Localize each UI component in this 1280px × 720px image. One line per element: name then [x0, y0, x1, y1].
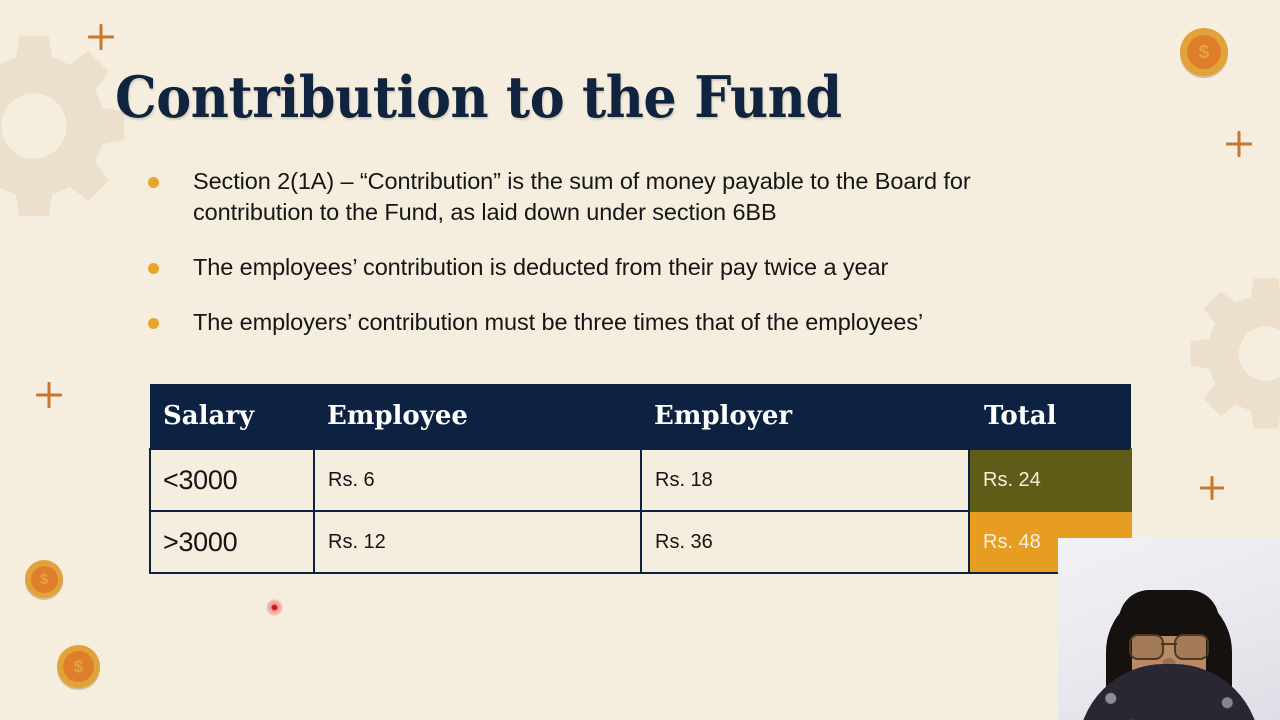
plus-decoration-4	[1200, 476, 1224, 500]
bullet-list	[148, 166, 1088, 355]
coin-decoration-top-right	[1180, 28, 1228, 76]
table-header-total: Total	[969, 384, 1131, 449]
presenter-glasses	[1129, 634, 1209, 656]
cell-employer: Rs. 36	[641, 511, 969, 573]
cell-employer: Rs. 18	[641, 449, 969, 511]
bullet-dot-icon	[148, 318, 159, 329]
table-header-salary: Salary	[150, 384, 314, 449]
table-header-employee: Employee	[314, 384, 641, 449]
presenter-hair-fringe	[1119, 590, 1219, 636]
slide-title: Contribution to the Fund	[115, 64, 842, 131]
table-row	[150, 449, 1131, 511]
table-header-employer: Employer	[641, 384, 969, 449]
cell-total: Rs. 48	[969, 511, 1131, 573]
cell-employee: Rs. 6	[314, 449, 641, 511]
glasses-lens-right	[1174, 634, 1209, 660]
plus-decoration-3	[36, 382, 62, 408]
coin-dollar-symbol: $	[31, 566, 58, 593]
coin-decoration-bottom-left-upper	[25, 560, 63, 598]
bullet-dot-icon	[148, 263, 159, 274]
cell-salary: <3000	[150, 449, 314, 511]
gear-decoration-right	[1186, 272, 1280, 432]
laser-pointer-dot	[266, 599, 283, 616]
plus-decoration-2	[1226, 131, 1252, 157]
coin-decoration-bottom-left-lower	[57, 645, 100, 688]
cell-salary: >3000	[150, 511, 314, 573]
contribution-table	[149, 384, 1132, 574]
table-header-row	[150, 384, 1131, 449]
glasses-bridge	[1161, 643, 1177, 645]
plus-decoration-1	[88, 24, 114, 50]
bullet-text: The employees’ contribution is deducted from their pay twice a year	[193, 254, 889, 281]
bullet-dot-icon	[148, 177, 159, 188]
glasses-lens-left	[1129, 634, 1164, 660]
bullet-item	[148, 307, 1088, 338]
bullet-text: Section 2(1A) – “Contribution” is the sum of money payable to the Board for contribution to the Fund, as laid down under section 6BB	[193, 168, 971, 226]
gear-decoration-top-left	[0, 28, 130, 220]
cell-total: Rs. 24	[969, 449, 1131, 511]
coin-dollar-symbol: $	[63, 651, 94, 682]
cell-employee: Rs. 12	[314, 511, 641, 573]
bullet-item	[148, 252, 1088, 283]
table-row	[150, 511, 1131, 573]
presenter-webcam-overlay[interactable]	[1058, 538, 1280, 720]
coin-dollar-symbol: $	[1187, 35, 1221, 69]
bullet-item	[148, 166, 1088, 228]
bullet-text: The employers’ contribution must be three times that of the employees’	[193, 309, 924, 336]
